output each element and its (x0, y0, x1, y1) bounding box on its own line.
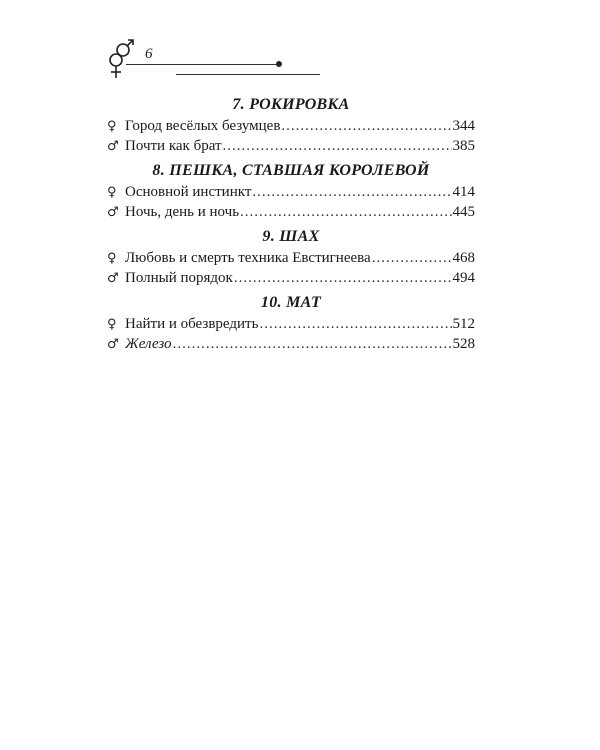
male-icon: ♂ (107, 139, 119, 154)
entry-title: Основной инстинкт (125, 184, 252, 200)
toc-entry[interactable] (107, 116, 475, 136)
female-icon: ♀ (107, 119, 117, 134)
page-number: 6 (145, 46, 153, 62)
entry-title: Ночь, день и ночь (125, 204, 240, 220)
toc-entry[interactable] (107, 314, 475, 334)
toc-section (107, 160, 475, 222)
dot-leader (223, 136, 452, 156)
entry-title: Полный порядок (125, 270, 233, 286)
entry-page: 512 (452, 316, 475, 332)
entry-page: 494 (452, 270, 475, 286)
running-header (106, 34, 320, 82)
toc-section (107, 226, 475, 288)
toc-entry[interactable] (107, 136, 475, 156)
dot-leader (252, 182, 451, 202)
entry-title: Железо (125, 336, 172, 352)
section-title: 7. РОКИРОВКА (232, 96, 350, 113)
gender-symbols-logo (106, 36, 136, 80)
male-icon: ♂ (107, 337, 119, 352)
dot-leader (281, 116, 451, 136)
toc-entry[interactable] (107, 248, 475, 268)
dot-leader (234, 268, 452, 288)
dot-leader (372, 248, 452, 268)
toc-entry[interactable] (107, 268, 475, 288)
entry-page: 528 (452, 336, 475, 352)
entry-page: 344 (452, 118, 475, 134)
dot-leader (240, 202, 451, 222)
entry-page: 414 (452, 184, 475, 200)
entry-title: Почти как брат (125, 138, 222, 154)
female-icon: ♀ (107, 317, 117, 332)
entry-title: Город весёлых безумцев (125, 118, 281, 134)
table-of-contents (107, 94, 475, 354)
header-rule (126, 64, 280, 65)
toc-entry[interactable] (107, 182, 475, 202)
entry-page: 445 (452, 204, 475, 220)
toc-section (107, 292, 475, 354)
dot-leader (173, 334, 452, 354)
entry-page: 385 (452, 138, 475, 154)
toc-entry[interactable] (107, 202, 475, 222)
male-icon: ♂ (107, 205, 119, 220)
section-title: 9. ШАХ (262, 228, 320, 245)
section-title: 10. МАТ (260, 294, 322, 311)
entry-title: Любовь и смерть техника Евстигнеева (125, 250, 371, 266)
entry-title: Найти и обезвредить (125, 316, 259, 332)
toc-section (107, 94, 475, 156)
toc-entry[interactable] (107, 334, 475, 354)
entry-page: 468 (452, 250, 475, 266)
male-icon: ♂ (107, 271, 119, 286)
header-rule-dot (276, 61, 282, 67)
header-rule-lower (176, 74, 320, 75)
dot-leader (259, 314, 451, 334)
female-icon: ♀ (107, 185, 117, 200)
female-icon: ♀ (107, 251, 117, 266)
section-title: 8. ПЕШКА, СТАВШАЯ КОРОЛЕВОЙ (152, 162, 430, 179)
